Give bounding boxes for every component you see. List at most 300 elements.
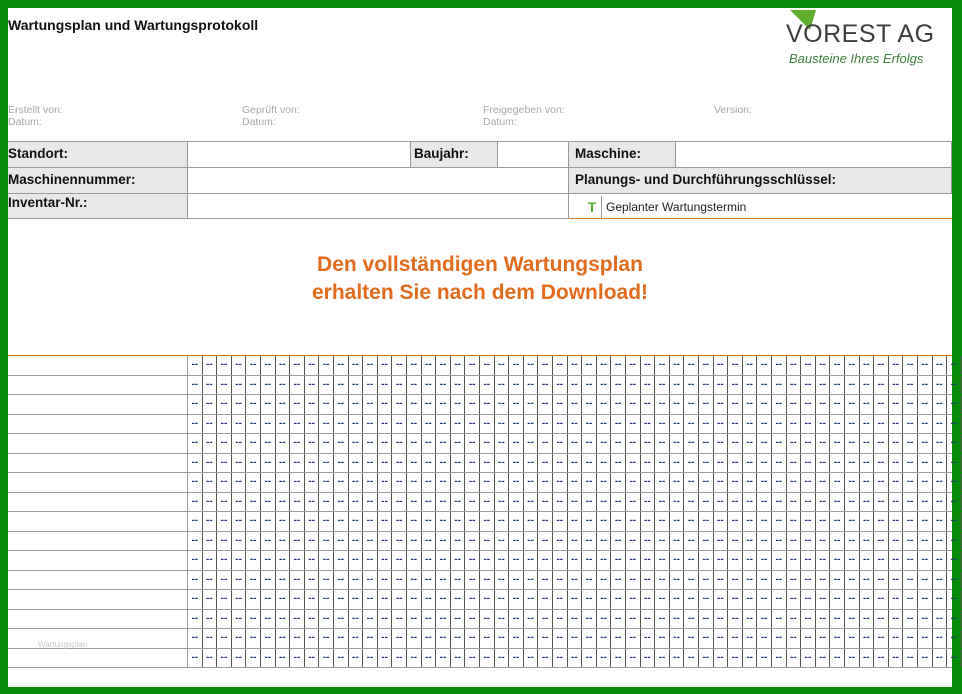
grid-schedule-cell[interactable]: -- — [597, 571, 612, 590]
grid-schedule-cell[interactable]: -- — [509, 415, 524, 434]
grid-schedule-cell[interactable]: -- — [626, 415, 641, 434]
grid-schedule-cell[interactable]: -- — [670, 473, 685, 492]
grid-schedule-cell[interactable]: -- — [392, 473, 407, 492]
grid-schedule-cell[interactable]: -- — [801, 649, 816, 668]
grid-schedule-cell[interactable]: -- — [903, 571, 918, 590]
grid-schedule-cell[interactable]: -- — [203, 512, 218, 531]
grid-schedule-cell[interactable]: -- — [743, 551, 758, 570]
grid-schedule-cell[interactable]: -- — [538, 473, 553, 492]
grid-schedule-cell[interactable]: -- — [188, 512, 203, 531]
grid-schedule-cell[interactable]: -- — [378, 493, 393, 512]
grid-schedule-cell[interactable]: -- — [436, 610, 451, 629]
grid-schedule-cell[interactable]: -- — [903, 434, 918, 453]
grid-schedule-cell[interactable]: -- — [568, 395, 583, 414]
grid-schedule-cell[interactable]: -- — [597, 551, 612, 570]
grid-schedule-cell[interactable]: -- — [845, 512, 860, 531]
grid-schedule-cell[interactable]: -- — [757, 356, 772, 375]
grid-schedule-cell[interactable]: -- — [553, 493, 568, 512]
grid-schedule-cell[interactable]: -- — [699, 376, 714, 395]
grid-schedule-cell[interactable]: -- — [918, 454, 933, 473]
grid-schedule-cell[interactable]: -- — [451, 356, 466, 375]
grid-schedule-cell[interactable]: -- — [246, 493, 261, 512]
grid-schedule-cell[interactable]: -- — [641, 532, 656, 551]
grid-schedule-cell[interactable]: -- — [626, 473, 641, 492]
grid-schedule-cell[interactable]: -- — [933, 551, 948, 570]
grid-schedule-cell[interactable]: -- — [582, 376, 597, 395]
grid-schedule-cell[interactable]: -- — [787, 629, 802, 648]
grid-schedule-cell[interactable]: -- — [699, 454, 714, 473]
grid-schedule-cell[interactable]: -- — [597, 415, 612, 434]
grid-schedule-cell[interactable]: -- — [933, 649, 948, 668]
grid-schedule-cell[interactable]: -- — [217, 454, 232, 473]
grid-schedule-cell[interactable]: -- — [261, 571, 276, 590]
grid-schedule-cell[interactable]: -- — [801, 512, 816, 531]
grid-schedule-cell[interactable]: -- — [889, 434, 904, 453]
grid-schedule-cell[interactable]: -- — [787, 493, 802, 512]
grid-schedule-cell[interactable]: -- — [903, 493, 918, 512]
grid-schedule-cell[interactable]: -- — [568, 473, 583, 492]
grid-schedule-cell[interactable]: -- — [860, 512, 875, 531]
grid-task-cell[interactable] — [8, 415, 188, 435]
grid-schedule-cell[interactable]: -- — [188, 493, 203, 512]
grid-schedule-cell[interactable]: -- — [305, 454, 320, 473]
grid-schedule-cell[interactable]: -- — [246, 551, 261, 570]
grid-schedule-cell[interactable]: -- — [232, 610, 247, 629]
grid-schedule-cell[interactable]: -- — [597, 629, 612, 648]
grid-schedule-cell[interactable]: -- — [334, 434, 349, 453]
grid-schedule-cell[interactable]: -- — [305, 473, 320, 492]
grid-schedule-cell[interactable]: -- — [874, 571, 889, 590]
grid-schedule-cell[interactable]: -- — [407, 551, 422, 570]
grid-schedule-cell[interactable]: -- — [538, 629, 553, 648]
grid-schedule-cell[interactable]: -- — [436, 571, 451, 590]
grid-schedule-cell[interactable]: -- — [465, 512, 480, 531]
grid-schedule-cell[interactable]: -- — [319, 512, 334, 531]
grid-schedule-cell[interactable]: -- — [611, 590, 626, 609]
grid-schedule-cell[interactable]: -- — [568, 454, 583, 473]
grid-schedule-cell[interactable]: -- — [918, 395, 933, 414]
grid-task-cell[interactable] — [8, 454, 188, 474]
grid-schedule-cell[interactable]: -- — [611, 415, 626, 434]
grid-schedule-cell[interactable]: -- — [480, 571, 495, 590]
grid-schedule-cell[interactable]: -- — [319, 610, 334, 629]
grid-schedule-cell[interactable]: -- — [480, 590, 495, 609]
grid-schedule-cell[interactable]: -- — [495, 454, 510, 473]
grid-schedule-cell[interactable]: -- — [933, 356, 948, 375]
grid-schedule-cell[interactable]: -- — [422, 571, 437, 590]
grid-schedule-cell[interactable]: -- — [830, 512, 845, 531]
grid-schedule-cell[interactable]: -- — [918, 551, 933, 570]
grid-schedule-cell[interactable]: -- — [203, 571, 218, 590]
grid-schedule-cell[interactable]: -- — [290, 356, 305, 375]
grid-schedule-cell[interactable]: -- — [203, 434, 218, 453]
grid-schedule-cell[interactable]: -- — [641, 376, 656, 395]
grid-schedule-cell[interactable]: -- — [801, 395, 816, 414]
grid-schedule-cell[interactable]: -- — [480, 629, 495, 648]
grid-schedule-cell[interactable]: -- — [305, 590, 320, 609]
grid-schedule-cell[interactable]: -- — [787, 395, 802, 414]
grid-schedule-cell[interactable]: -- — [728, 454, 743, 473]
grid-schedule-cell[interactable]: -- — [495, 629, 510, 648]
grid-schedule-cell[interactable]: -- — [495, 415, 510, 434]
grid-schedule-cell[interactable]: -- — [801, 610, 816, 629]
grid-schedule-cell[interactable]: -- — [290, 434, 305, 453]
grid-schedule-cell[interactable]: -- — [714, 395, 729, 414]
grid-schedule-cell[interactable]: -- — [538, 415, 553, 434]
grid-schedule-cell[interactable]: -- — [889, 551, 904, 570]
grid-schedule-cell[interactable]: -- — [611, 356, 626, 375]
grid-schedule-cell[interactable]: -- — [597, 493, 612, 512]
grid-schedule-cell[interactable]: -- — [860, 571, 875, 590]
grid-schedule-cell[interactable]: -- — [232, 649, 247, 668]
grid-schedule-cell[interactable]: -- — [217, 493, 232, 512]
grid-schedule-cell[interactable]: -- — [407, 356, 422, 375]
grid-schedule-cell[interactable]: -- — [714, 629, 729, 648]
grid-schedule-cell[interactable]: -- — [276, 551, 291, 570]
grid-schedule-cell[interactable]: -- — [232, 415, 247, 434]
grid-schedule-cell[interactable]: -- — [334, 649, 349, 668]
grid-schedule-cell[interactable]: -- — [889, 376, 904, 395]
grid-schedule-cell[interactable]: -- — [290, 590, 305, 609]
grid-schedule-cell[interactable]: -- — [860, 454, 875, 473]
grid-schedule-cell[interactable]: -- — [787, 434, 802, 453]
grid-task-cell[interactable] — [8, 376, 188, 396]
grid-schedule-cell[interactable]: -- — [495, 356, 510, 375]
grid-schedule-cell[interactable]: -- — [232, 590, 247, 609]
grid-schedule-cell[interactable]: -- — [699, 395, 714, 414]
grid-schedule-cell[interactable]: -- — [655, 532, 670, 551]
grid-schedule-cell[interactable]: -- — [830, 551, 845, 570]
grid-schedule-cell[interactable]: -- — [947, 356, 962, 375]
grid-schedule-cell[interactable]: -- — [816, 532, 831, 551]
grid-schedule-cell[interactable]: -- — [378, 415, 393, 434]
grid-schedule-cell[interactable]: -- — [495, 493, 510, 512]
grid-schedule-cell[interactable]: -- — [246, 610, 261, 629]
grid-schedule-cell[interactable]: -- — [509, 454, 524, 473]
grid-schedule-cell[interactable]: -- — [290, 532, 305, 551]
grid-schedule-cell[interactable]: -- — [772, 454, 787, 473]
grid-schedule-cell[interactable]: -- — [319, 434, 334, 453]
grid-task-cell[interactable] — [8, 590, 188, 610]
grid-schedule-cell[interactable]: -- — [188, 551, 203, 570]
grid-schedule-cell[interactable]: -- — [378, 629, 393, 648]
grid-schedule-cell[interactable]: -- — [290, 649, 305, 668]
grid-schedule-cell[interactable]: -- — [947, 532, 962, 551]
grid-schedule-cell[interactable]: -- — [699, 649, 714, 668]
grid-schedule-cell[interactable]: -- — [772, 395, 787, 414]
grid-schedule-cell[interactable]: -- — [714, 512, 729, 531]
grid-schedule-cell[interactable]: -- — [290, 376, 305, 395]
grid-schedule-cell[interactable]: -- — [568, 493, 583, 512]
grid-schedule-cell[interactable]: -- — [816, 512, 831, 531]
grid-schedule-cell[interactable]: -- — [568, 512, 583, 531]
grid-schedule-cell[interactable]: -- — [933, 415, 948, 434]
grid-schedule-cell[interactable]: -- — [436, 454, 451, 473]
grid-schedule-cell[interactable]: -- — [918, 415, 933, 434]
grid-schedule-cell[interactable]: -- — [830, 473, 845, 492]
grid-schedule-cell[interactable]: -- — [188, 629, 203, 648]
grid-schedule-cell[interactable]: -- — [276, 493, 291, 512]
grid-task-cell[interactable] — [8, 512, 188, 532]
grid-schedule-cell[interactable]: -- — [684, 395, 699, 414]
grid-schedule-cell[interactable]: -- — [509, 571, 524, 590]
grid-schedule-cell[interactable]: -- — [568, 356, 583, 375]
grid-schedule-cell[interactable]: -- — [276, 629, 291, 648]
grid-schedule-cell[interactable]: -- — [874, 395, 889, 414]
grid-task-cell[interactable] — [8, 610, 188, 630]
grid-schedule-cell[interactable]: -- — [699, 356, 714, 375]
grid-schedule-cell[interactable]: -- — [582, 629, 597, 648]
grid-schedule-cell[interactable]: -- — [699, 571, 714, 590]
grid-schedule-cell[interactable]: -- — [874, 532, 889, 551]
grid-schedule-cell[interactable]: -- — [714, 473, 729, 492]
grid-schedule-cell[interactable]: -- — [290, 629, 305, 648]
grid-schedule-cell[interactable]: -- — [305, 610, 320, 629]
grid-schedule-cell[interactable]: -- — [188, 473, 203, 492]
grid-schedule-cell[interactable]: -- — [392, 551, 407, 570]
grid-schedule-cell[interactable]: -- — [728, 356, 743, 375]
grid-schedule-cell[interactable]: -- — [816, 610, 831, 629]
grid-schedule-cell[interactable]: -- — [670, 649, 685, 668]
grid-schedule-cell[interactable]: -- — [728, 571, 743, 590]
grid-schedule-cell[interactable]: -- — [305, 415, 320, 434]
grid-schedule-cell[interactable]: -- — [626, 610, 641, 629]
grid-schedule-cell[interactable]: -- — [451, 493, 466, 512]
grid-schedule-cell[interactable]: -- — [276, 376, 291, 395]
grid-schedule-cell[interactable]: -- — [392, 454, 407, 473]
grid-schedule-cell[interactable]: -- — [830, 532, 845, 551]
grid-schedule-cell[interactable]: -- — [246, 376, 261, 395]
grid-schedule-cell[interactable]: -- — [684, 454, 699, 473]
grid-schedule-cell[interactable]: -- — [232, 532, 247, 551]
grid-schedule-cell[interactable]: -- — [378, 376, 393, 395]
grid-schedule-cell[interactable]: -- — [349, 590, 364, 609]
grid-schedule-cell[interactable]: -- — [509, 434, 524, 453]
grid-schedule-cell[interactable]: -- — [524, 649, 539, 668]
grid-schedule-cell[interactable]: -- — [407, 415, 422, 434]
grid-schedule-cell[interactable]: -- — [203, 532, 218, 551]
location-value[interactable] — [188, 142, 411, 168]
grid-schedule-cell[interactable]: -- — [714, 649, 729, 668]
grid-schedule-cell[interactable]: -- — [918, 610, 933, 629]
grid-schedule-cell[interactable]: -- — [582, 493, 597, 512]
grid-schedule-cell[interactable]: -- — [276, 434, 291, 453]
grid-schedule-cell[interactable]: -- — [597, 512, 612, 531]
grid-schedule-cell[interactable]: -- — [378, 356, 393, 375]
machine-number-value[interactable] — [188, 168, 569, 194]
grid-schedule-cell[interactable]: -- — [684, 629, 699, 648]
grid-schedule-cell[interactable]: -- — [465, 356, 480, 375]
grid-schedule-cell[interactable]: -- — [626, 395, 641, 414]
grid-schedule-cell[interactable]: -- — [699, 512, 714, 531]
grid-schedule-cell[interactable]: -- — [801, 532, 816, 551]
grid-schedule-cell[interactable]: -- — [801, 629, 816, 648]
grid-schedule-cell[interactable]: -- — [422, 649, 437, 668]
grid-schedule-cell[interactable]: -- — [392, 610, 407, 629]
grid-schedule-cell[interactable]: -- — [772, 629, 787, 648]
grid-schedule-cell[interactable]: -- — [597, 454, 612, 473]
grid-schedule-cell[interactable]: -- — [641, 415, 656, 434]
grid-schedule-cell[interactable]: -- — [436, 493, 451, 512]
grid-schedule-cell[interactable]: -- — [933, 590, 948, 609]
grid-schedule-cell[interactable]: -- — [611, 512, 626, 531]
grid-schedule-cell[interactable]: -- — [363, 512, 378, 531]
grid-schedule-cell[interactable]: -- — [538, 512, 553, 531]
grid-schedule-cell[interactable]: -- — [553, 532, 568, 551]
grid-schedule-cell[interactable]: -- — [232, 356, 247, 375]
grid-schedule-cell[interactable]: -- — [816, 590, 831, 609]
grid-schedule-cell[interactable]: -- — [553, 454, 568, 473]
grid-schedule-cell[interactable]: -- — [714, 356, 729, 375]
grid-schedule-cell[interactable]: -- — [918, 649, 933, 668]
grid-schedule-cell[interactable]: -- — [757, 512, 772, 531]
grid-schedule-cell[interactable]: -- — [772, 571, 787, 590]
grid-schedule-cell[interactable]: -- — [217, 356, 232, 375]
grid-schedule-cell[interactable]: -- — [714, 454, 729, 473]
grid-schedule-cell[interactable]: -- — [816, 434, 831, 453]
grid-schedule-cell[interactable]: -- — [465, 629, 480, 648]
grid-schedule-cell[interactable]: -- — [217, 590, 232, 609]
grid-schedule-cell[interactable]: -- — [261, 415, 276, 434]
grid-schedule-cell[interactable]: -- — [407, 493, 422, 512]
grid-schedule-cell[interactable]: -- — [392, 590, 407, 609]
grid-schedule-cell[interactable]: -- — [641, 493, 656, 512]
grid-schedule-cell[interactable]: -- — [889, 571, 904, 590]
grid-schedule-cell[interactable]: -- — [261, 512, 276, 531]
grid-schedule-cell[interactable]: -- — [597, 610, 612, 629]
grid-schedule-cell[interactable]: -- — [816, 493, 831, 512]
grid-schedule-cell[interactable]: -- — [524, 512, 539, 531]
grid-schedule-cell[interactable]: -- — [597, 473, 612, 492]
grid-schedule-cell[interactable]: -- — [334, 571, 349, 590]
grid-schedule-cell[interactable]: -- — [830, 454, 845, 473]
grid-schedule-cell[interactable]: -- — [816, 454, 831, 473]
grid-schedule-cell[interactable]: -- — [889, 610, 904, 629]
grid-schedule-cell[interactable]: -- — [480, 610, 495, 629]
grid-schedule-cell[interactable]: -- — [436, 434, 451, 453]
grid-schedule-cell[interactable]: -- — [568, 649, 583, 668]
grid-schedule-cell[interactable]: -- — [319, 532, 334, 551]
grid-schedule-cell[interactable]: -- — [276, 415, 291, 434]
grid-schedule-cell[interactable]: -- — [597, 395, 612, 414]
grid-schedule-cell[interactable]: -- — [188, 376, 203, 395]
grid-schedule-cell[interactable]: -- — [874, 454, 889, 473]
grid-schedule-cell[interactable]: -- — [830, 376, 845, 395]
grid-schedule-cell[interactable]: -- — [334, 454, 349, 473]
grid-schedule-cell[interactable]: -- — [699, 629, 714, 648]
grid-schedule-cell[interactable]: -- — [363, 493, 378, 512]
grid-schedule-cell[interactable]: -- — [524, 473, 539, 492]
grid-schedule-cell[interactable]: -- — [349, 551, 364, 570]
grid-schedule-cell[interactable]: -- — [451, 415, 466, 434]
grid-schedule-cell[interactable]: -- — [480, 376, 495, 395]
grid-schedule-cell[interactable]: -- — [436, 376, 451, 395]
grid-schedule-cell[interactable]: -- — [465, 395, 480, 414]
grid-schedule-cell[interactable]: -- — [276, 571, 291, 590]
grid-schedule-cell[interactable]: -- — [568, 610, 583, 629]
grid-schedule-cell[interactable]: -- — [743, 493, 758, 512]
grid-schedule-cell[interactable]: -- — [349, 512, 364, 531]
grid-schedule-cell[interactable]: -- — [641, 551, 656, 570]
grid-schedule-cell[interactable]: -- — [684, 512, 699, 531]
grid-schedule-cell[interactable]: -- — [509, 493, 524, 512]
grid-schedule-cell[interactable]: -- — [392, 415, 407, 434]
grid-schedule-cell[interactable]: -- — [319, 571, 334, 590]
grid-schedule-cell[interactable]: -- — [480, 415, 495, 434]
grid-schedule-cell[interactable]: -- — [714, 415, 729, 434]
grid-schedule-cell[interactable]: -- — [188, 610, 203, 629]
grid-schedule-cell[interactable]: -- — [684, 532, 699, 551]
grid-schedule-cell[interactable]: -- — [290, 571, 305, 590]
grid-schedule-cell[interactable]: -- — [232, 629, 247, 648]
grid-schedule-cell[interactable]: -- — [392, 629, 407, 648]
grid-schedule-cell[interactable]: -- — [903, 629, 918, 648]
grid-schedule-cell[interactable]: -- — [933, 473, 948, 492]
grid-schedule-cell[interactable]: -- — [743, 376, 758, 395]
grid-schedule-cell[interactable]: -- — [611, 493, 626, 512]
grid-schedule-cell[interactable]: -- — [495, 649, 510, 668]
grid-schedule-cell[interactable]: -- — [188, 434, 203, 453]
grid-schedule-cell[interactable]: -- — [787, 610, 802, 629]
grid-schedule-cell[interactable]: -- — [378, 610, 393, 629]
grid-schedule-cell[interactable]: -- — [203, 473, 218, 492]
grid-schedule-cell[interactable]: -- — [261, 629, 276, 648]
grid-schedule-cell[interactable]: -- — [787, 512, 802, 531]
grid-schedule-cell[interactable]: -- — [743, 532, 758, 551]
grid-schedule-cell[interactable]: -- — [655, 415, 670, 434]
grid-schedule-cell[interactable]: -- — [524, 454, 539, 473]
grid-schedule-cell[interactable]: -- — [568, 532, 583, 551]
grid-schedule-cell[interactable]: -- — [407, 376, 422, 395]
grid-schedule-cell[interactable]: -- — [422, 395, 437, 414]
grid-schedule-cell[interactable]: -- — [495, 512, 510, 531]
grid-schedule-cell[interactable]: -- — [626, 532, 641, 551]
grid-schedule-cell[interactable]: -- — [261, 551, 276, 570]
grid-schedule-cell[interactable]: -- — [699, 493, 714, 512]
grid-schedule-cell[interactable]: -- — [918, 629, 933, 648]
grid-schedule-cell[interactable]: -- — [874, 493, 889, 512]
grid-schedule-cell[interactable]: -- — [611, 473, 626, 492]
grid-schedule-cell[interactable]: -- — [422, 376, 437, 395]
grid-schedule-cell[interactable]: -- — [436, 395, 451, 414]
grid-schedule-cell[interactable]: -- — [451, 395, 466, 414]
grid-schedule-cell[interactable]: -- — [728, 395, 743, 414]
grid-schedule-cell[interactable]: -- — [816, 629, 831, 648]
grid-task-cell[interactable] — [8, 551, 188, 571]
grid-schedule-cell[interactable]: -- — [319, 551, 334, 570]
grid-schedule-cell[interactable]: -- — [845, 590, 860, 609]
grid-schedule-cell[interactable]: -- — [392, 356, 407, 375]
grid-schedule-cell[interactable]: -- — [378, 395, 393, 414]
grid-schedule-cell[interactable]: -- — [947, 376, 962, 395]
grid-schedule-cell[interactable]: -- — [305, 434, 320, 453]
grid-schedule-cell[interactable]: -- — [524, 551, 539, 570]
grid-schedule-cell[interactable]: -- — [451, 610, 466, 629]
grid-schedule-cell[interactable]: -- — [378, 434, 393, 453]
grid-schedule-cell[interactable]: -- — [290, 512, 305, 531]
grid-schedule-cell[interactable]: -- — [714, 493, 729, 512]
grid-schedule-cell[interactable]: -- — [246, 356, 261, 375]
grid-schedule-cell[interactable]: -- — [597, 434, 612, 453]
grid-schedule-cell[interactable]: -- — [757, 610, 772, 629]
grid-schedule-cell[interactable]: -- — [772, 649, 787, 668]
grid-schedule-cell[interactable]: -- — [743, 512, 758, 531]
grid-schedule-cell[interactable]: -- — [757, 415, 772, 434]
grid-task-cell[interactable] — [8, 434, 188, 454]
grid-schedule-cell[interactable]: -- — [684, 415, 699, 434]
grid-schedule-cell[interactable]: -- — [509, 610, 524, 629]
grid-schedule-cell[interactable]: -- — [947, 415, 962, 434]
